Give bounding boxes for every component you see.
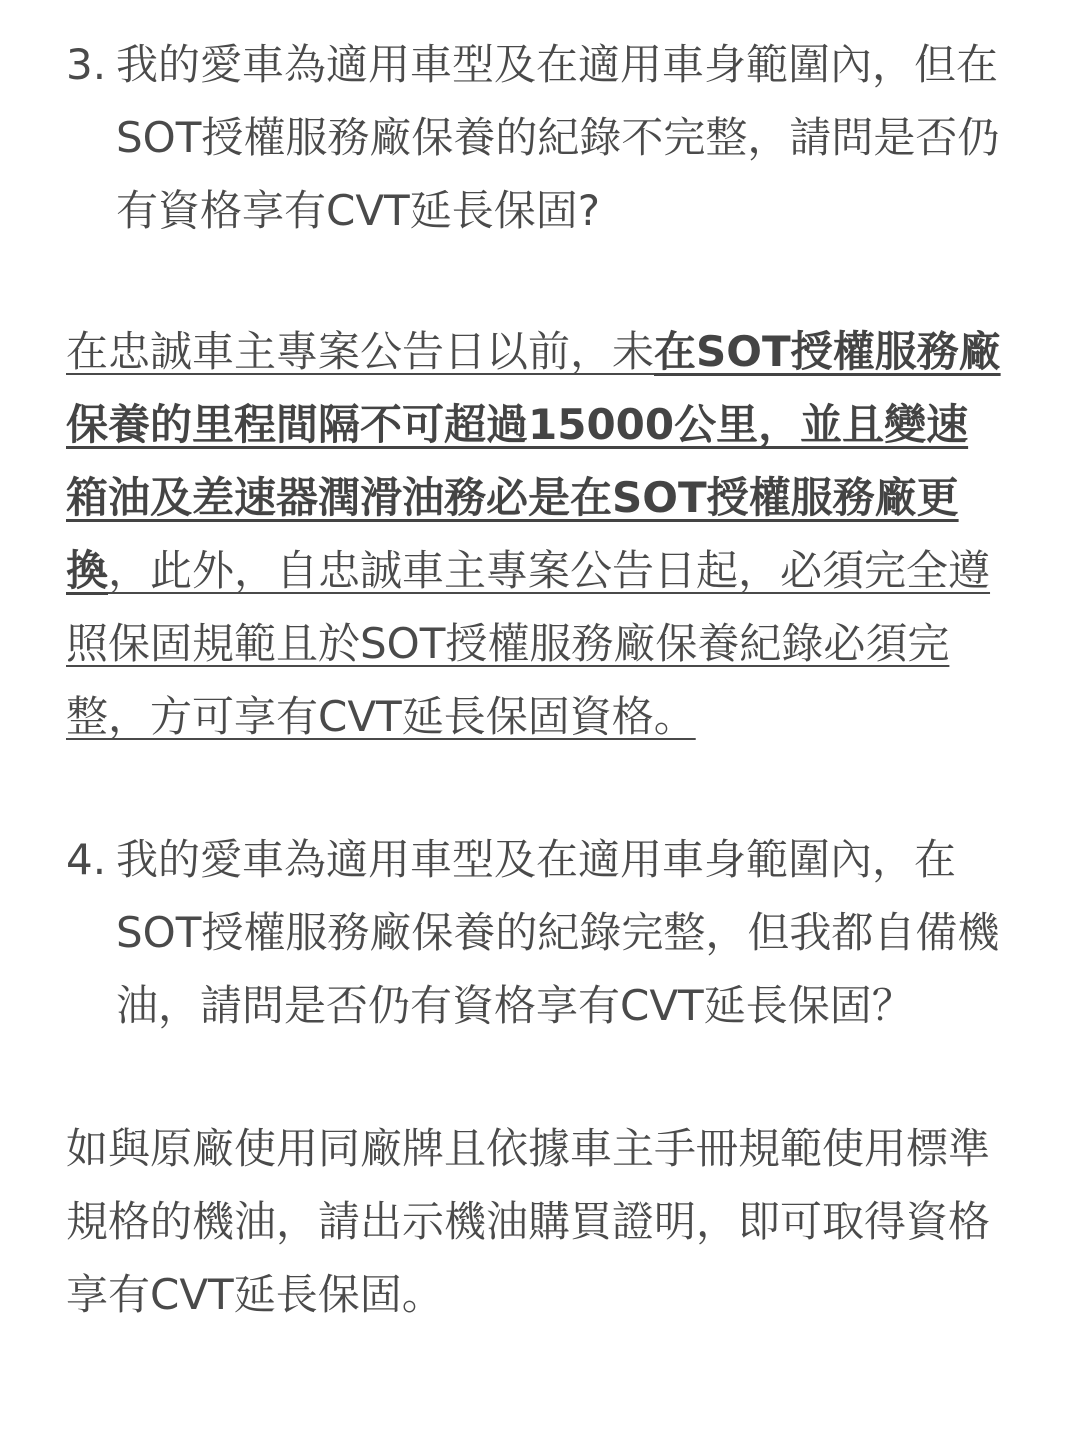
answer-text-underlined: ，此外，自忠誠車主專案公告日起，必須完全遵照保固規範且於SOT授權服務廠保養紀錄必須完整，方可享有CVT延長保固資格。 (66, 546, 991, 741)
answer-text-bold-underlined: 在SOT授權服務廠保養的里程間隔不可超過15000公里，並且變速箱油及差速器潤滑油務必是在SOT授權服務廠更換 (66, 327, 1001, 595)
question-number: 4. (66, 835, 107, 884)
question-number: 3. (66, 40, 107, 89)
answer-text-underlined: 在忠誠車主專案公告日以前，未 (66, 327, 655, 376)
faq-question-4 (66, 823, 1009, 1042)
question-text: 我的愛車為適用車型及在適用車身範圍內，但在SOT授權服務廠保養的紀錄不完整，請問是否仍有資格享有CVT延長保固? (116, 40, 1000, 235)
faq-question-3 (66, 28, 1009, 247)
faq-answer-4: 如與原廠使用同廠牌且依據車主手冊規範使用標準規格的機油，請出示機油購買證明，即可取得資格享有CVT延長保固。 (66, 1124, 991, 1319)
faq-answer-3 (66, 315, 1009, 753)
question-text: 我的愛車為適用車型及在適用車身範圍內，在SOT授權服務廠保養的紀錄完整，但我都自備機油，請問是否仍有資格享有CVT延長保固？ (116, 835, 1000, 1030)
